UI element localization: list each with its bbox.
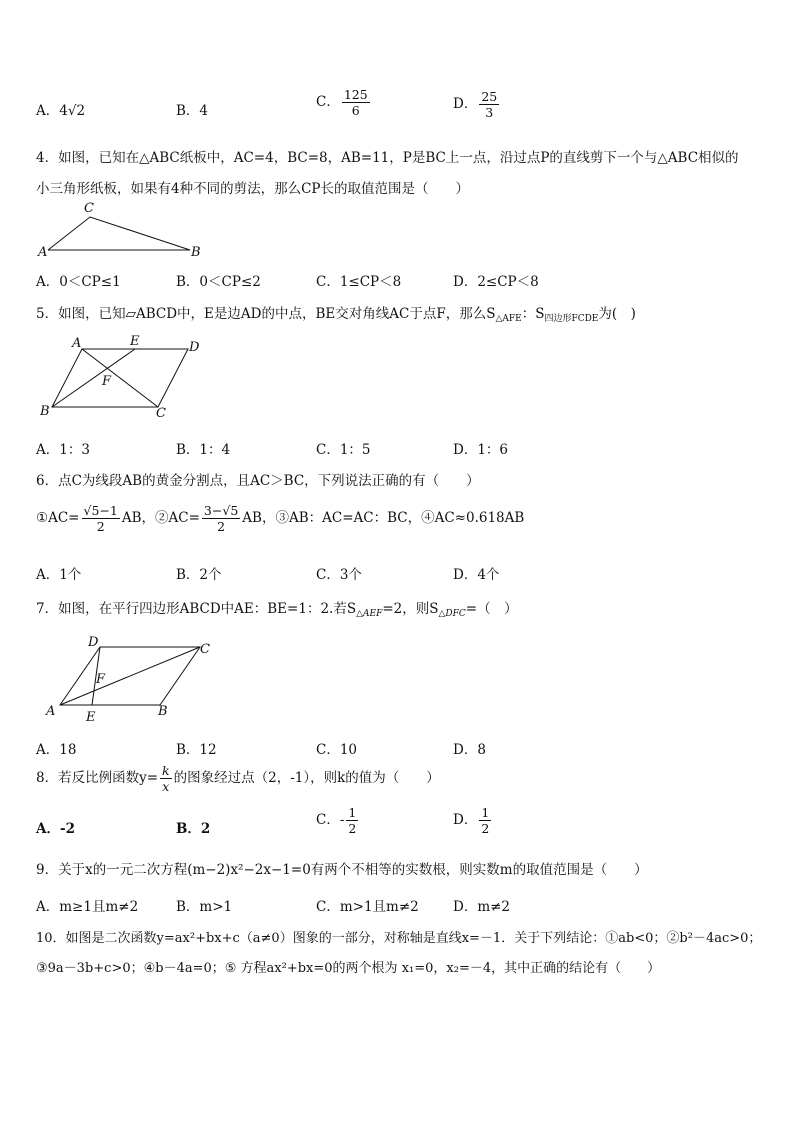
q7-label-b: B xyxy=(158,704,168,719)
q10-stem-line1: 10．如图是二次函数y=ax²+bx+c（a≠0）图象的一部分，对称轴是直线x=－1．关于下列结论：①ab<0；②b²－4ac>0； xyxy=(36,931,762,946)
q4-option-c: C．1≤CP＜8 xyxy=(316,274,402,290)
q7-label-d: D xyxy=(88,635,99,650)
q4-option-b: B．0＜CP≤2 xyxy=(176,274,261,290)
q8-option-b: B．2 xyxy=(176,821,211,837)
q5-option-a: A．1：3 xyxy=(36,442,90,458)
q5-label-b: B xyxy=(40,404,50,419)
q7-label-f: F xyxy=(96,672,106,687)
q6-option-b: B．2个 xyxy=(176,567,222,583)
q9-option-c: C．m>1且m≠2 xyxy=(316,899,419,915)
q3-option-a: A．4√2 xyxy=(36,103,86,119)
q5-label-c: C xyxy=(156,406,166,421)
q5-option-c: C．1：5 xyxy=(316,442,371,458)
q5-label-f: F xyxy=(102,374,112,389)
q6-stem: 6．点C为线段AB的黄金分割点，且AC＞BC，下列说法正确的有（ ） xyxy=(36,473,480,489)
q4-option-d: D．2≤CP＜8 xyxy=(453,274,539,290)
q3-option-b: B．4 xyxy=(176,103,209,119)
q8-option-a: A．-2 xyxy=(36,821,75,837)
q5-option-b: B．1：4 xyxy=(176,442,231,458)
q7-label-a: A xyxy=(46,704,56,719)
q4-triangle-figure xyxy=(34,198,214,260)
q5-parallelogram-figure xyxy=(34,333,214,421)
q9-option-b: B．m>1 xyxy=(176,899,233,915)
q10-stem-line2: ③9a－3b+c>0；④b－4a=0；⑤ 方程ax²+bx=0的两个根为 x₁=0，x₂=－4，其中正确的结论有（ ） xyxy=(36,961,661,976)
q6-option-d: D．4个 xyxy=(453,567,500,583)
q7-option-c: C．10 xyxy=(316,742,358,758)
q7-parallelogram-figure xyxy=(34,633,224,725)
q4-option-a: A．0＜CP≤1 xyxy=(36,274,121,290)
q4-label-b: B xyxy=(191,245,201,260)
q7-option-b: B．12 xyxy=(176,742,217,758)
q9-option-d: D．m≠2 xyxy=(453,899,511,915)
q7-option-a: A．18 xyxy=(36,742,77,758)
q8-option-d: D． $\frac{1}{2}$ xyxy=(453,805,490,837)
q7-option-d: D．8 xyxy=(453,742,486,758)
q9-option-a: A．m≥1且m≠2 xyxy=(36,899,139,915)
q5-label-a: A xyxy=(72,336,82,351)
q5-label-d: D xyxy=(189,340,200,355)
q3-option-d: D． $\frac{25}{3}$ xyxy=(453,89,498,121)
q4-label-c: C xyxy=(84,201,94,216)
q6-statements: ①AC= $\frac{√5-1}{2}$ AB，②AC= $\frac{3-√5}{2}$ AB，③AB：AC=AC：BC，④AC≈0.618AB xyxy=(36,503,525,535)
q4-stem-line2: 小三角形纸板，如果有4种不同的剪法，那么CP长的取值范围是（ ） xyxy=(36,181,470,197)
q5-label-e: E xyxy=(130,334,140,349)
q4-label-a: A xyxy=(38,245,48,260)
q9-stem: 9．关于x的一元二次方程(m−2)x²−2x−1=0有两个不相等的实数根，则实数m的取值范围是（ ） xyxy=(36,862,648,878)
q6-option-c: C．3个 xyxy=(316,567,362,583)
q3-option-c: C． $\frac{125}{6}$ xyxy=(316,87,368,119)
q5-option-d: D．1：6 xyxy=(453,442,509,458)
q7-label-e: E xyxy=(86,710,96,725)
q7-stem: 7．如图，在平行四边形ABCD中AE：BE=1：2.若$S_{\triangle AEF}=2$，则$S_{\triangle DFC}=$（ ） xyxy=(36,601,518,619)
q7-label-c: C xyxy=(200,642,210,657)
q8-option-c: C．- $\frac{1}{2}$ xyxy=(316,805,357,837)
q4-stem-line1: 4．如图，已知在△ABC纸板中，AC=4，BC=8，AB=11，P是BC上一点，沿过点P的直线剪下一个与△ABC相似的 xyxy=(36,150,739,166)
q6-option-a: A．1个 xyxy=(36,567,82,583)
q8-stem: 8．若反比例函数y= $\frac{k}{x}$ 的图象经过点（2，-1），则k的值为（ ） xyxy=(36,763,440,795)
q5-stem: 5．如图，已知▱ABCD中，E是边AD的中点，BE交对角线AC于点F，那么$S_{\triangle AFE}$：$S_{四边形FCDE}$为( ) xyxy=(36,306,636,324)
